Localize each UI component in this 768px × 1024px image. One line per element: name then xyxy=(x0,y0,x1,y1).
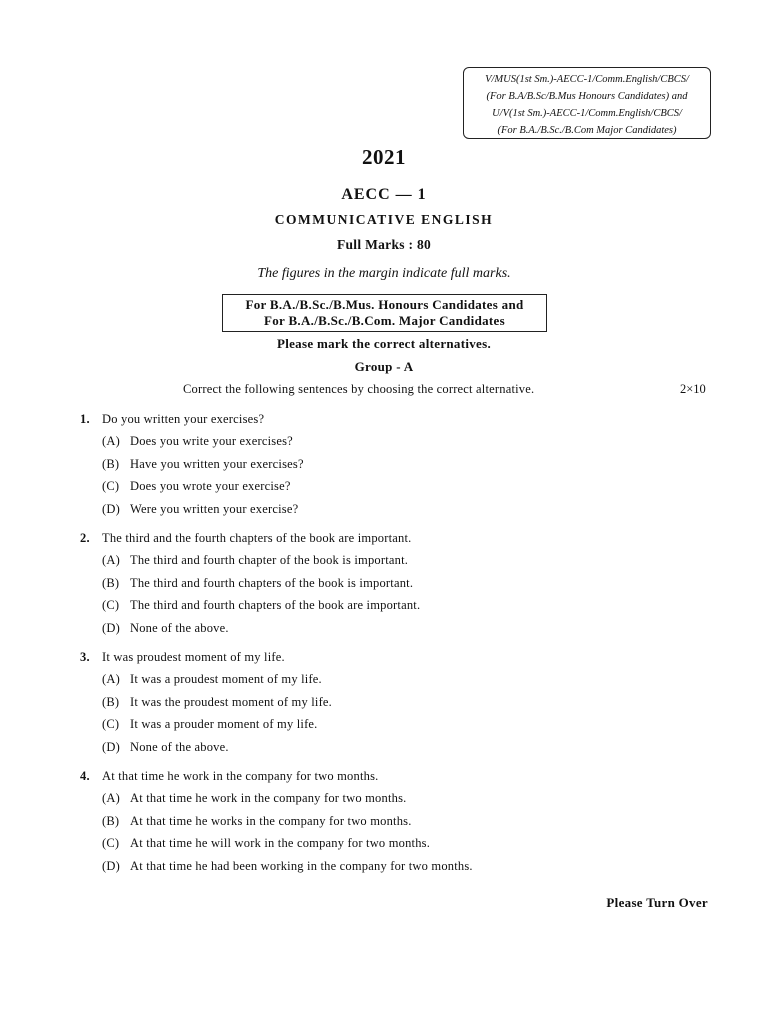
subject-title: COMMUNICATIVE ENGLISH xyxy=(274,212,494,227)
paper-code-line: (For B.A/B.Sc/B.Mus Honours Candidates) and xyxy=(486,91,688,102)
option-key: (D) xyxy=(102,620,120,635)
question-stem xyxy=(80,765,720,787)
candidates-line: For B.A./B.Sc./B.Mus. Honours Candidates and xyxy=(245,297,524,312)
option-key: (A) xyxy=(102,553,120,567)
question-number: 2. xyxy=(80,531,90,545)
option-text: It was a prouder moment of my life. xyxy=(130,717,318,731)
option-b xyxy=(80,453,720,476)
option-key: (C) xyxy=(102,598,120,612)
section-marks: 2×10 xyxy=(680,382,706,396)
option-text: The third and fourth chapters of the book is important. xyxy=(130,575,414,590)
option-b xyxy=(80,691,720,714)
option-text: None of the above. xyxy=(130,739,229,754)
paper-code-box xyxy=(463,67,711,139)
option-c xyxy=(80,832,720,855)
exam-year: 2021 xyxy=(362,145,406,169)
figures-note: The figures in the margin indicate full marks. xyxy=(257,266,511,281)
question-text: It was proudest moment of my life. xyxy=(102,650,285,664)
option-key: (D) xyxy=(102,501,120,516)
group-heading: Group - A xyxy=(354,359,414,374)
option-key: (B) xyxy=(102,694,120,709)
option-key: (B) xyxy=(102,575,120,590)
question-stem xyxy=(80,408,720,430)
option-key: (A) xyxy=(102,672,120,686)
option-text: Does you wrote your exercise? xyxy=(130,479,291,493)
option-key: (D) xyxy=(102,739,120,754)
paper-title: AECC — 1 xyxy=(341,186,427,203)
question-number: 4. xyxy=(80,769,90,783)
option-text: Were you written your exercise? xyxy=(130,501,299,516)
option-d xyxy=(80,617,720,640)
option-key: (A) xyxy=(102,434,120,448)
option-text: At that time he works in the company for two months. xyxy=(130,813,412,828)
please-turn-over: Please Turn Over xyxy=(606,895,708,910)
option-key: (B) xyxy=(102,456,120,471)
option-a xyxy=(80,668,720,691)
option-key: (D) xyxy=(102,858,120,873)
section-instruction: Correct the following sentences by choosing the correct alternative. xyxy=(183,382,535,396)
option-c xyxy=(80,475,720,498)
question-number: 1. xyxy=(80,412,90,426)
question-number: 3. xyxy=(80,650,90,664)
question-text: At that time he work in the company for two months. xyxy=(102,769,379,783)
option-d xyxy=(80,498,720,521)
option-key: (C) xyxy=(102,717,120,731)
option-key: (B) xyxy=(102,813,120,828)
option-text: At that time he work in the company for two months. xyxy=(130,791,407,805)
option-text: At that time he will work in the company for two months. xyxy=(130,836,431,850)
option-d xyxy=(80,855,720,878)
option-a xyxy=(80,787,720,810)
option-text: At that time he had been working in the company for two months. xyxy=(130,858,473,873)
option-b xyxy=(80,572,720,595)
question-stem xyxy=(80,527,720,549)
option-text: It was a proudest moment of my life. xyxy=(130,672,322,686)
full-marks: Full Marks : 80 xyxy=(336,237,432,252)
option-text: The third and fourth chapters of the book are important. xyxy=(130,598,421,612)
option-c xyxy=(80,713,720,736)
candidates-line: For B.A./B.Sc./B.Com. Major Candidates xyxy=(264,313,505,328)
option-d xyxy=(80,736,720,759)
paper-code-line: (For B.A./B.Sc./B.Com Major Candidates) xyxy=(497,125,677,136)
option-b xyxy=(80,810,720,833)
option-text: The third and fourth chapter of the book is important. xyxy=(130,553,409,567)
paper-code-line: U/V(1st Sm.)-AECC-1/Comm.English/CBCS/ xyxy=(492,108,682,119)
option-key: (A) xyxy=(102,791,120,805)
option-c xyxy=(80,594,720,617)
paper-code-line: V/MUS(1st Sm.)-AECC-1/Comm.English/CBCS/ xyxy=(485,74,689,85)
mark-correct-instruction: Please mark the correct alternatives. xyxy=(276,336,492,351)
question-text: The third and the fourth chapters of the book are important. xyxy=(102,531,412,545)
option-text: Have you written your exercises? xyxy=(130,456,304,471)
option-text: None of the above. xyxy=(130,620,229,635)
candidates-box xyxy=(222,294,547,332)
question-2 xyxy=(80,527,720,639)
option-text: It was the proudest moment of my life. xyxy=(130,694,333,709)
option-text: Does you write your exercises? xyxy=(130,434,293,448)
question-stem xyxy=(80,646,720,668)
question-4 xyxy=(80,765,720,877)
question-3 xyxy=(80,646,720,758)
option-key: (C) xyxy=(102,479,120,493)
question-1 xyxy=(80,408,720,520)
question-text: Do you written your exercises? xyxy=(102,412,265,426)
option-key: (C) xyxy=(102,836,120,850)
option-a xyxy=(80,430,720,453)
option-a xyxy=(80,549,720,572)
